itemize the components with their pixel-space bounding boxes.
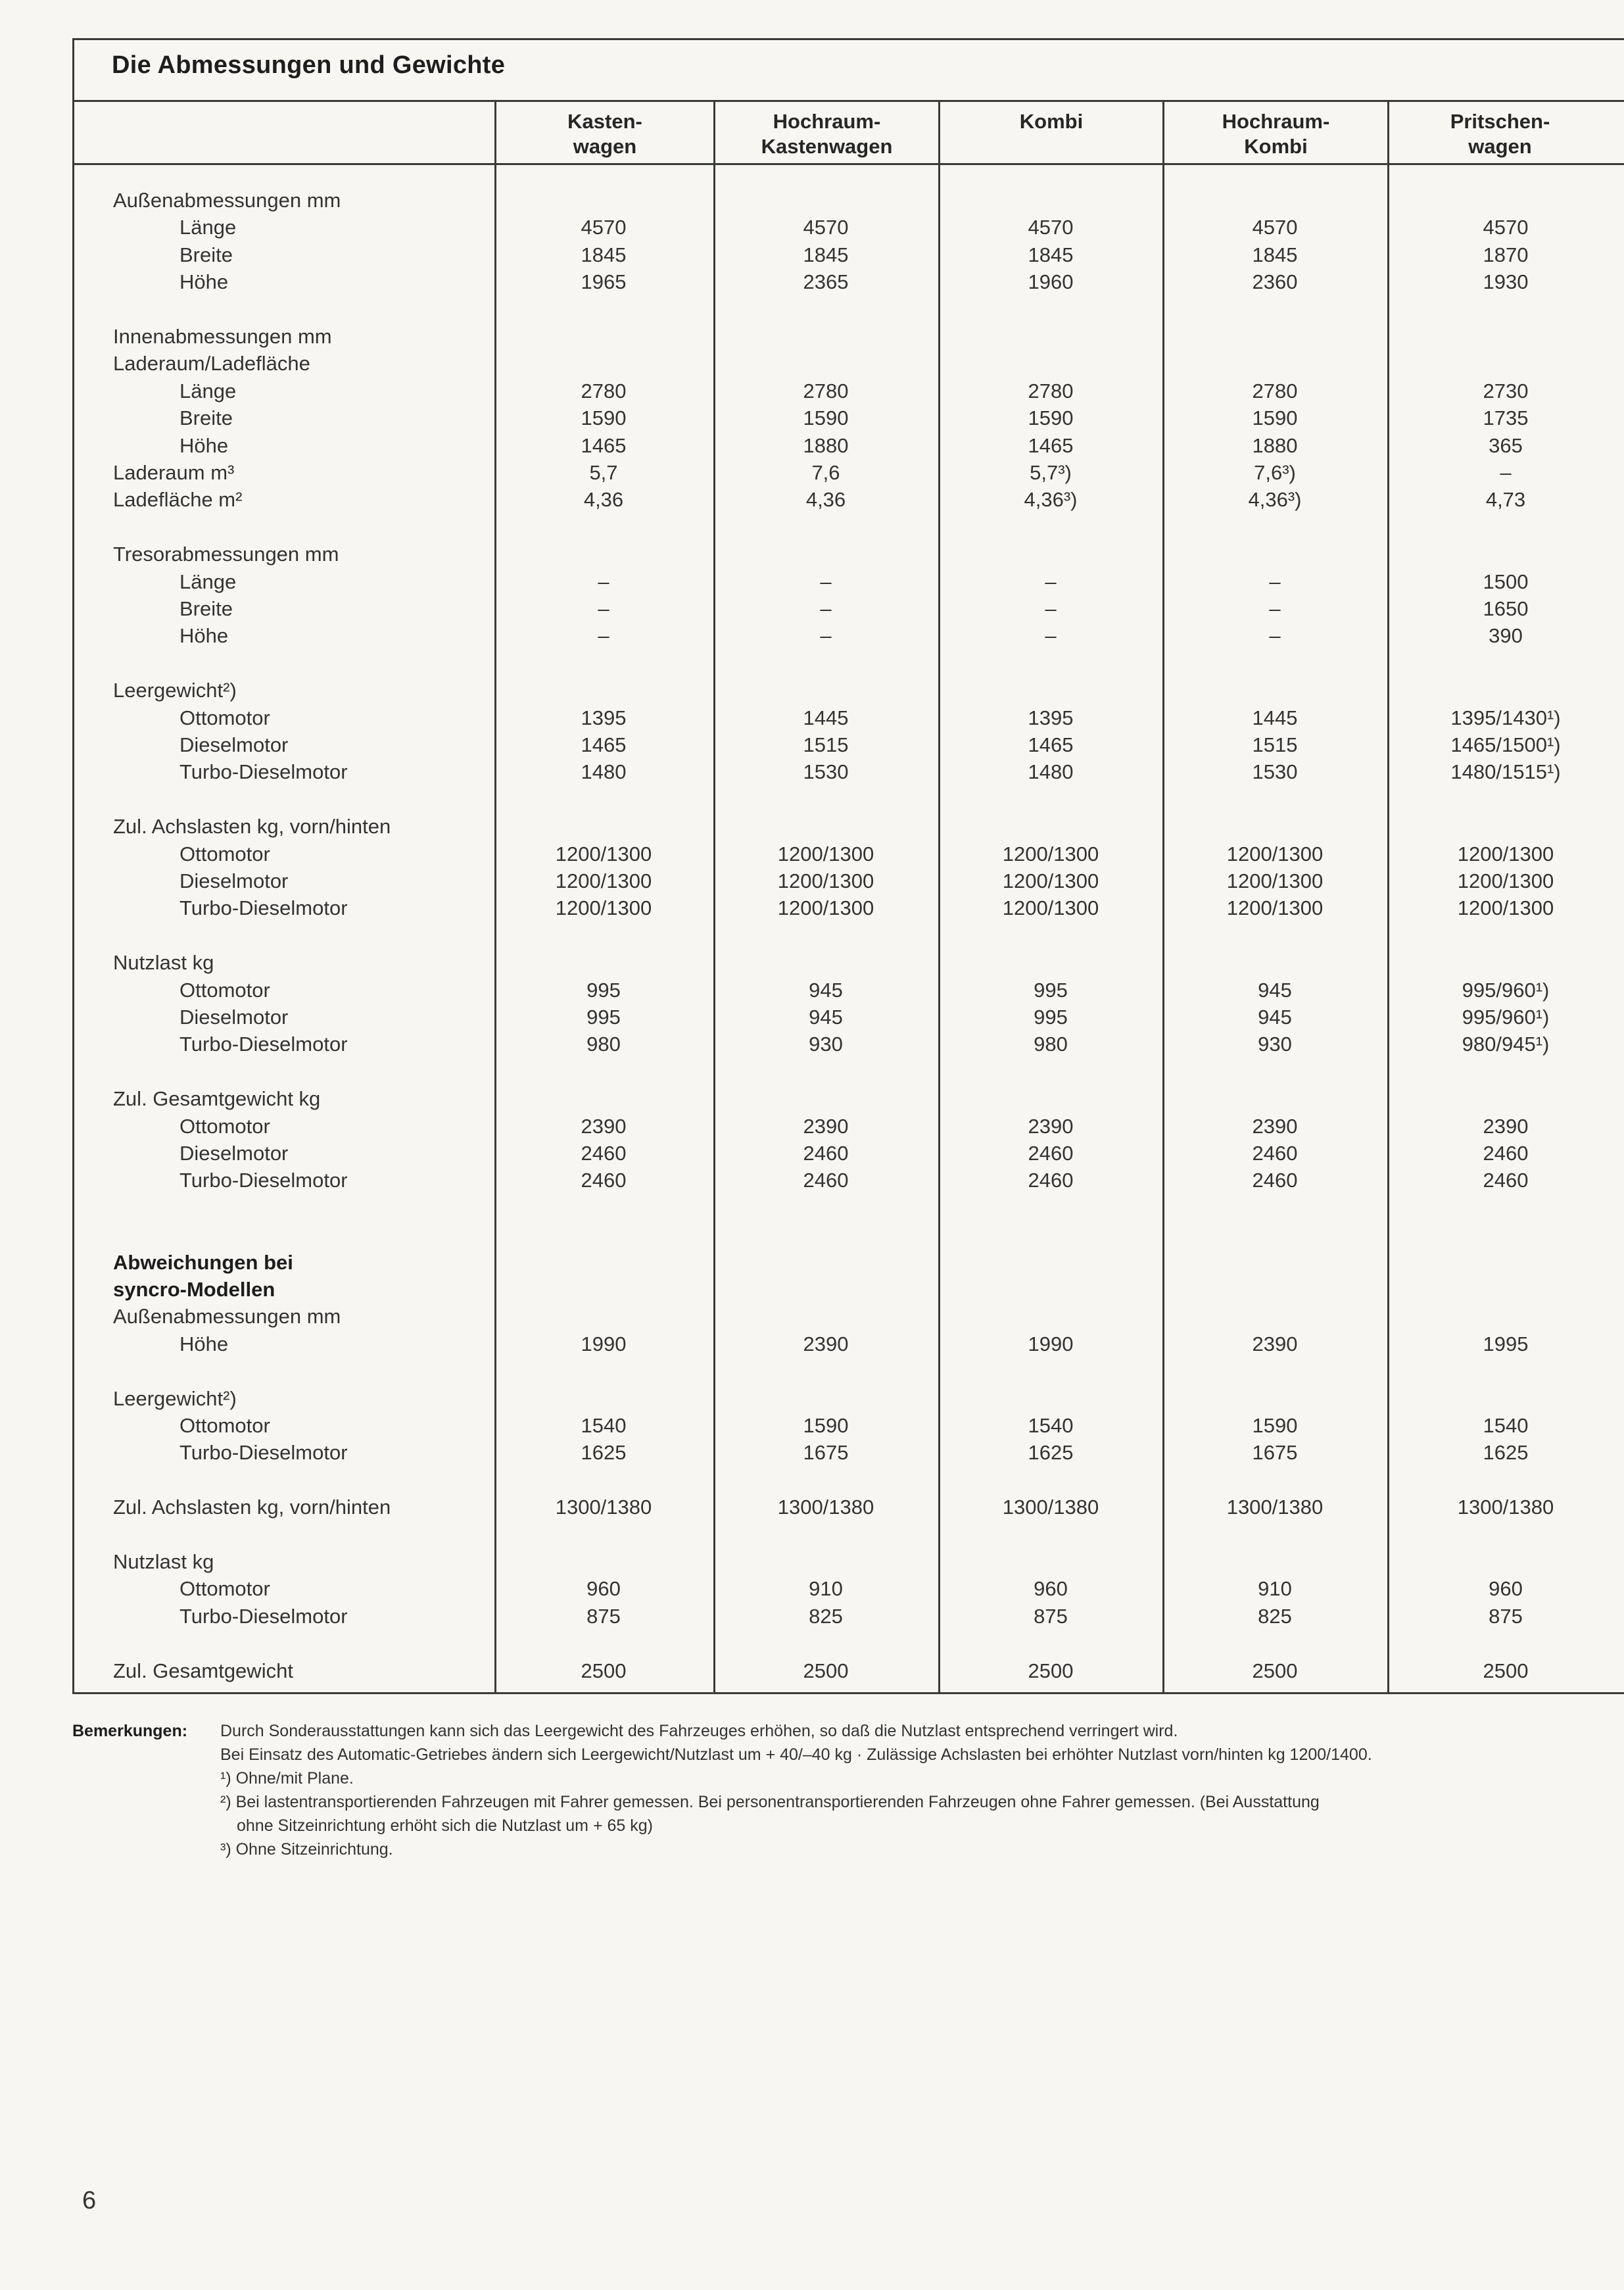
row-label: Ladefläche m²	[113, 488, 243, 512]
table-row	[0, 650, 1624, 677]
cell-value: 1200/1300	[555, 896, 652, 920]
cell-value: 960	[1489, 1577, 1523, 1601]
table-row	[0, 1575, 1624, 1603]
row-sublabel: Dieselmotor	[179, 1006, 289, 1029]
cell-value: –	[1045, 570, 1057, 593]
row-sublabel: Ottomotor	[179, 706, 270, 729]
cell-value: 1300/1380	[1226, 1496, 1324, 1519]
table-row	[0, 1412, 1624, 1440]
cell-value: 1990	[1028, 1332, 1074, 1355]
cell-value: 825	[809, 1604, 843, 1628]
cell-value: 365	[1489, 433, 1523, 457]
cell-value: 2500	[1252, 1659, 1298, 1682]
cell-value: 1200/1300	[1457, 869, 1554, 892]
column-header-hochraum-kastenwagen: Hochraum- Kastenwagen	[761, 110, 893, 158]
row-label: syncro-Modellen	[113, 1278, 275, 1301]
cell-value: 1530	[1252, 760, 1298, 784]
table-row	[0, 1439, 1624, 1467]
page-number: 6	[82, 2187, 97, 2214]
column-header-hochraum-kombi: Hochraum- Kombi	[1222, 110, 1330, 158]
table-row	[0, 296, 1624, 324]
cell-value: 945	[1258, 978, 1292, 1002]
row-sublabel: Länge	[179, 379, 237, 402]
row-label: Leergewicht²)	[113, 679, 237, 702]
table-row	[0, 1167, 1624, 1194]
row-label: Abweichungen bei	[113, 1250, 293, 1274]
cell-value: 4,36³)	[1248, 488, 1302, 512]
cell-value: –	[1269, 570, 1281, 593]
cell-value: 995	[586, 978, 621, 1002]
cell-value: 980	[1034, 1033, 1068, 1056]
cell-value: 825	[1258, 1604, 1292, 1628]
cell-value: 1880	[1252, 433, 1298, 457]
table-row	[0, 1330, 1624, 1358]
cell-value: 1200/1300	[777, 896, 874, 920]
table-row	[0, 404, 1624, 432]
cell-value: 2460	[803, 1142, 849, 1165]
cell-value: 1530	[803, 760, 849, 784]
cell-value: 1965	[581, 270, 627, 294]
footnote-2: ²) Bei lastentransportierenden Fahrzeugen mit Fahrer gemessen. Bei personentransportierenden Fahrzeugen ohne Fahrer gemessen. (Bei Ausstattung	[220, 1793, 1320, 1811]
cell-value: 1465/1500¹)	[1450, 733, 1561, 756]
cell-value: 1845	[1028, 243, 1074, 266]
cell-value: 2500	[581, 1659, 627, 1682]
cell-value: 995	[586, 1006, 621, 1029]
cell-value: 1515	[803, 733, 849, 756]
cell-value: 1590	[581, 406, 627, 430]
cell-value: 1500	[1483, 570, 1529, 593]
cell-value: 2460	[1483, 1169, 1529, 1192]
cell-value: 1200/1300	[1457, 896, 1554, 920]
table-row	[0, 758, 1624, 786]
cell-value: 4570	[1028, 216, 1074, 239]
cell-value: 2780	[581, 379, 627, 402]
cell-value: 1300/1380	[1457, 1496, 1554, 1519]
cell-value: 995	[1034, 1006, 1068, 1029]
cell-value: –	[1269, 597, 1281, 620]
cell-value: 1590	[1252, 1414, 1298, 1437]
cell-value: 1395/1430¹)	[1450, 706, 1561, 729]
table-row	[0, 1494, 1624, 1521]
cell-value: 1960	[1028, 270, 1074, 294]
table-row	[0, 241, 1624, 269]
footnote-2-continued: ohne Sitzeinrichtung erhöht sich die Nutzlast um + 65 kg)	[237, 1816, 653, 1835]
cell-value: 2780	[1252, 379, 1298, 402]
table-row	[0, 1303, 1624, 1330]
row-sublabel: Dieselmotor	[179, 1142, 289, 1165]
table-row	[0, 568, 1624, 596]
cell-value: 2460	[803, 1169, 849, 1192]
cell-value: 1200/1300	[1002, 896, 1099, 920]
table-row	[0, 894, 1624, 922]
cell-value: 1650	[1483, 597, 1529, 620]
cell-value: 7,6	[811, 461, 840, 484]
table-row	[0, 187, 1624, 214]
remark-line: Bei Einsatz des Automatic-Getriebes ändern sich Leergewicht/Nutzlast um + 40/–40 kg · Zulässige Achslasten bei erhöhter Nutzlast vorn/hinten kg 1200/1400.	[220, 1745, 1372, 1764]
cell-value: 930	[809, 1033, 843, 1056]
row-sublabel: Höhe	[179, 624, 229, 648]
cell-value: 1465	[1028, 433, 1074, 457]
cell-value: 980/945¹)	[1462, 1033, 1550, 1056]
cell-value: 1200/1300	[777, 869, 874, 892]
cell-value: 2460	[1483, 1142, 1529, 1165]
row-label: Nutzlast kg	[113, 951, 214, 975]
column-header-pritschenwagen: Pritschen- wagen	[1450, 110, 1550, 158]
table-row	[0, 1385, 1624, 1413]
cell-value: –	[1045, 624, 1057, 648]
cell-value: 1200/1300	[1226, 896, 1324, 920]
table-row	[0, 350, 1624, 378]
table-row	[0, 1113, 1624, 1140]
row-label: Nutzlast kg	[113, 1550, 214, 1573]
cell-value: 1300/1380	[555, 1496, 652, 1519]
table-row	[0, 268, 1624, 296]
table-row	[0, 1521, 1624, 1549]
row-sublabel: Ottomotor	[179, 978, 270, 1002]
cell-value: 995/960¹)	[1462, 978, 1550, 1002]
column-header-kastenwagen: Kasten- wagen	[567, 110, 642, 158]
table-row	[0, 1276, 1624, 1303]
cell-value: 1590	[803, 406, 849, 430]
cell-value: 1445	[803, 706, 849, 729]
page-title: Die Abmessungen und Gewichte	[112, 51, 506, 79]
column-header-kombi: Kombi	[1019, 110, 1084, 133]
row-sublabel: Ottomotor	[179, 842, 270, 865]
row-label: Laderaum m³	[113, 461, 235, 484]
cell-value: 2390	[803, 1114, 849, 1138]
table-row	[0, 1249, 1624, 1277]
cell-value: 1880	[803, 433, 849, 457]
cell-value: 4570	[803, 216, 849, 239]
cell-value: 1445	[1252, 706, 1298, 729]
table-row	[0, 1031, 1624, 1058]
cell-value: 2500	[1028, 1659, 1074, 1682]
row-sublabel: Länge	[179, 216, 237, 239]
cell-value: 1675	[803, 1441, 849, 1465]
cell-value: 2390	[1252, 1114, 1298, 1138]
cell-value: 2500	[803, 1659, 849, 1682]
row-sublabel: Höhe	[179, 433, 229, 457]
cell-value: 960	[586, 1577, 621, 1601]
cell-value: 1515	[1252, 733, 1298, 756]
cell-value: 1200/1300	[1002, 842, 1099, 865]
cell-value: –	[1269, 624, 1281, 648]
row-label: Zul. Gesamtgewicht kg	[113, 1087, 321, 1111]
cell-value: –	[820, 570, 832, 593]
row-sublabel: Breite	[179, 243, 233, 266]
cell-value: 1625	[1483, 1441, 1529, 1465]
cell-value: 1300/1380	[777, 1496, 874, 1519]
cell-value: 4570	[1483, 216, 1529, 239]
table-row	[0, 1467, 1624, 1494]
row-sublabel: Höhe	[179, 270, 229, 294]
cell-value: 7,6³)	[1254, 461, 1296, 484]
cell-value: 1870	[1483, 243, 1529, 266]
row-label: Tresorabmessungen mm	[113, 543, 339, 566]
footnote-3: ³) Ohne Sitzeinrichtung.	[220, 1840, 393, 1859]
table-row	[0, 214, 1624, 241]
cell-value: 2730	[1483, 379, 1529, 402]
cell-value: 2780	[803, 379, 849, 402]
row-label: Zul. Achslasten kg, vorn/hinten	[113, 1496, 391, 1519]
table-row	[0, 1630, 1624, 1657]
row-sublabel: Turbo-Dieselmotor	[179, 1033, 348, 1056]
cell-value: 980	[586, 1033, 621, 1056]
table-row	[0, 1058, 1624, 1086]
table-row	[0, 1221, 1624, 1249]
footnote-1: ¹) Ohne/mit Plane.	[220, 1769, 354, 1788]
cell-value: –	[820, 624, 832, 648]
row-label: Innenabmessungen mm	[113, 325, 332, 348]
table-row	[0, 786, 1624, 814]
table-row	[0, 1140, 1624, 1167]
cell-value: 1625	[581, 1441, 627, 1465]
row-label: Leergewicht²)	[113, 1386, 237, 1410]
cell-value: 1200/1300	[1226, 869, 1324, 892]
row-sublabel: Ottomotor	[179, 1414, 270, 1437]
table-row	[0, 922, 1624, 950]
cell-value: –	[1045, 597, 1057, 620]
row-sublabel: Breite	[179, 406, 233, 430]
header-divider	[72, 163, 1624, 165]
cell-value: 1200/1300	[555, 869, 652, 892]
table-row	[0, 486, 1624, 514]
row-sublabel: Turbo-Dieselmotor	[179, 760, 348, 784]
cell-value: 2365	[803, 270, 849, 294]
row-sublabel: Dieselmotor	[179, 869, 289, 892]
row-sublabel: Turbo-Dieselmotor	[179, 1169, 348, 1192]
remark-line: Durch Sonderausstattungen kann sich das Leergewicht des Fahrzeuges erhöhen, so daß die Nutzlast entsprechend verringert wird.	[220, 1722, 1178, 1740]
cell-value: 1480	[1028, 760, 1074, 784]
table-row	[0, 541, 1624, 568]
cell-value: 2390	[1252, 1332, 1298, 1355]
cell-value: 2390	[1028, 1114, 1074, 1138]
cell-value: 2360	[1252, 270, 1298, 294]
row-sublabel: Turbo-Dieselmotor	[179, 896, 348, 920]
row-label: Zul. Gesamtgewicht	[113, 1659, 293, 1682]
row-sublabel: Turbo-Dieselmotor	[179, 1604, 348, 1628]
cell-value: 2390	[1483, 1114, 1529, 1138]
cell-value: 910	[809, 1577, 843, 1601]
cell-value: 945	[1258, 1006, 1292, 1029]
row-sublabel: Breite	[179, 597, 233, 620]
cell-value: 930	[1258, 1033, 1292, 1056]
table-row	[0, 622, 1624, 650]
row-label: Außenabmessungen mm	[113, 189, 341, 212]
table-row	[0, 514, 1624, 541]
cell-value: 1200/1300	[777, 842, 874, 865]
cell-value: 1540	[581, 1414, 627, 1437]
cell-value: 2460	[1028, 1142, 1074, 1165]
row-sublabel: Turbo-Dieselmotor	[179, 1441, 348, 1465]
table-row	[0, 949, 1624, 977]
row-sublabel: Höhe	[179, 1332, 229, 1355]
cell-value: 1465	[581, 433, 627, 457]
row-label: Zul. Achslasten kg, vorn/hinten	[113, 815, 391, 839]
cell-value: 945	[809, 978, 843, 1002]
table-row	[0, 1548, 1624, 1576]
cell-value: 995/960¹)	[1462, 1006, 1550, 1029]
cell-value: 4,36	[583, 488, 624, 512]
cell-value: 875	[1034, 1604, 1068, 1628]
cell-value: 390	[1489, 624, 1523, 648]
cell-value: 4,36³)	[1024, 488, 1078, 512]
cell-value: 2460	[581, 1169, 627, 1192]
row-sublabel: Dieselmotor	[179, 733, 289, 756]
cell-value: 4570	[581, 216, 627, 239]
cell-value: 1625	[1028, 1441, 1074, 1465]
cell-value: 1540	[1483, 1414, 1529, 1437]
cell-value: –	[598, 624, 609, 648]
cell-value: 1590	[803, 1414, 849, 1437]
cell-value: 1590	[1028, 406, 1074, 430]
remarks-section	[72, 1719, 1611, 1861]
cell-value: 1930	[1483, 270, 1529, 294]
table-row	[0, 840, 1624, 868]
row-label: Laderaum/Ladefläche	[113, 352, 310, 376]
table-row	[0, 731, 1624, 759]
row-sublabel: Ottomotor	[179, 1577, 270, 1601]
cell-value: 1995	[1483, 1332, 1529, 1355]
cell-value: 1200/1300	[1002, 869, 1099, 892]
cell-value: 1300/1380	[1002, 1496, 1099, 1519]
row-sublabel: Länge	[179, 570, 237, 593]
table-row	[0, 1657, 1624, 1685]
cell-value: 2500	[1483, 1659, 1529, 1682]
table-row	[0, 459, 1624, 487]
cell-value: 1990	[581, 1332, 627, 1355]
cell-value: 1200/1300	[1457, 842, 1554, 865]
table-row	[0, 1004, 1624, 1031]
table-row	[0, 867, 1624, 895]
cell-value: 4570	[1252, 216, 1298, 239]
title-divider	[72, 100, 1624, 102]
cell-value: 1200/1300	[555, 842, 652, 865]
row-label: Außenabmessungen mm	[113, 1305, 341, 1328]
cell-value: 2460	[1028, 1169, 1074, 1192]
table-row	[0, 595, 1624, 623]
cell-value: 1395	[581, 706, 627, 729]
cell-value: 1540	[1028, 1414, 1074, 1437]
cell-value: 1845	[803, 243, 849, 266]
cell-value: 2390	[581, 1114, 627, 1138]
cell-value: 1675	[1252, 1441, 1298, 1465]
table-row	[0, 323, 1624, 351]
table-row	[0, 1603, 1624, 1630]
table-row	[0, 1357, 1624, 1385]
table-row	[0, 813, 1624, 840]
cell-value: 2390	[803, 1332, 849, 1355]
cell-value: 1845	[581, 243, 627, 266]
cell-value: 945	[809, 1006, 843, 1029]
cell-value: 5,7	[589, 461, 618, 484]
remarks-heading: Bemerkungen:	[72, 1722, 188, 1740]
cell-value: 1735	[1483, 406, 1529, 430]
cell-value: 995	[1034, 978, 1068, 1002]
cell-value: 875	[1489, 1604, 1523, 1628]
row-sublabel: Ottomotor	[179, 1114, 270, 1138]
cell-value: 4,73	[1485, 488, 1526, 512]
table-row	[0, 432, 1624, 460]
table-row	[0, 1194, 1624, 1222]
cell-value: 1480/1515¹)	[1450, 760, 1561, 784]
cell-value: 2780	[1028, 379, 1074, 402]
table-row	[0, 677, 1624, 704]
cell-value: 4,36	[805, 488, 846, 512]
cell-value: 1590	[1252, 406, 1298, 430]
cell-value: 1845	[1252, 243, 1298, 266]
cell-value: 2460	[1252, 1142, 1298, 1165]
cell-value: 1480	[581, 760, 627, 784]
cell-value: 2460	[581, 1142, 627, 1165]
cell-value: 5,7³)	[1030, 461, 1072, 484]
cell-value: –	[1500, 461, 1512, 484]
cell-value: 1395	[1028, 706, 1074, 729]
cell-value: 960	[1034, 1577, 1068, 1601]
table-row	[0, 1085, 1624, 1113]
cell-value: –	[598, 570, 609, 593]
cell-value: –	[598, 597, 609, 620]
table-row	[0, 704, 1624, 732]
cell-value: 1465	[581, 733, 627, 756]
cell-value: 875	[586, 1604, 621, 1628]
table-row	[0, 378, 1624, 405]
cell-value: 1200/1300	[1226, 842, 1324, 865]
table-row	[0, 977, 1624, 1004]
cell-value: 2460	[1252, 1169, 1298, 1192]
cell-value: –	[820, 597, 832, 620]
cell-value: 1465	[1028, 733, 1074, 756]
cell-value: 910	[1258, 1577, 1292, 1601]
